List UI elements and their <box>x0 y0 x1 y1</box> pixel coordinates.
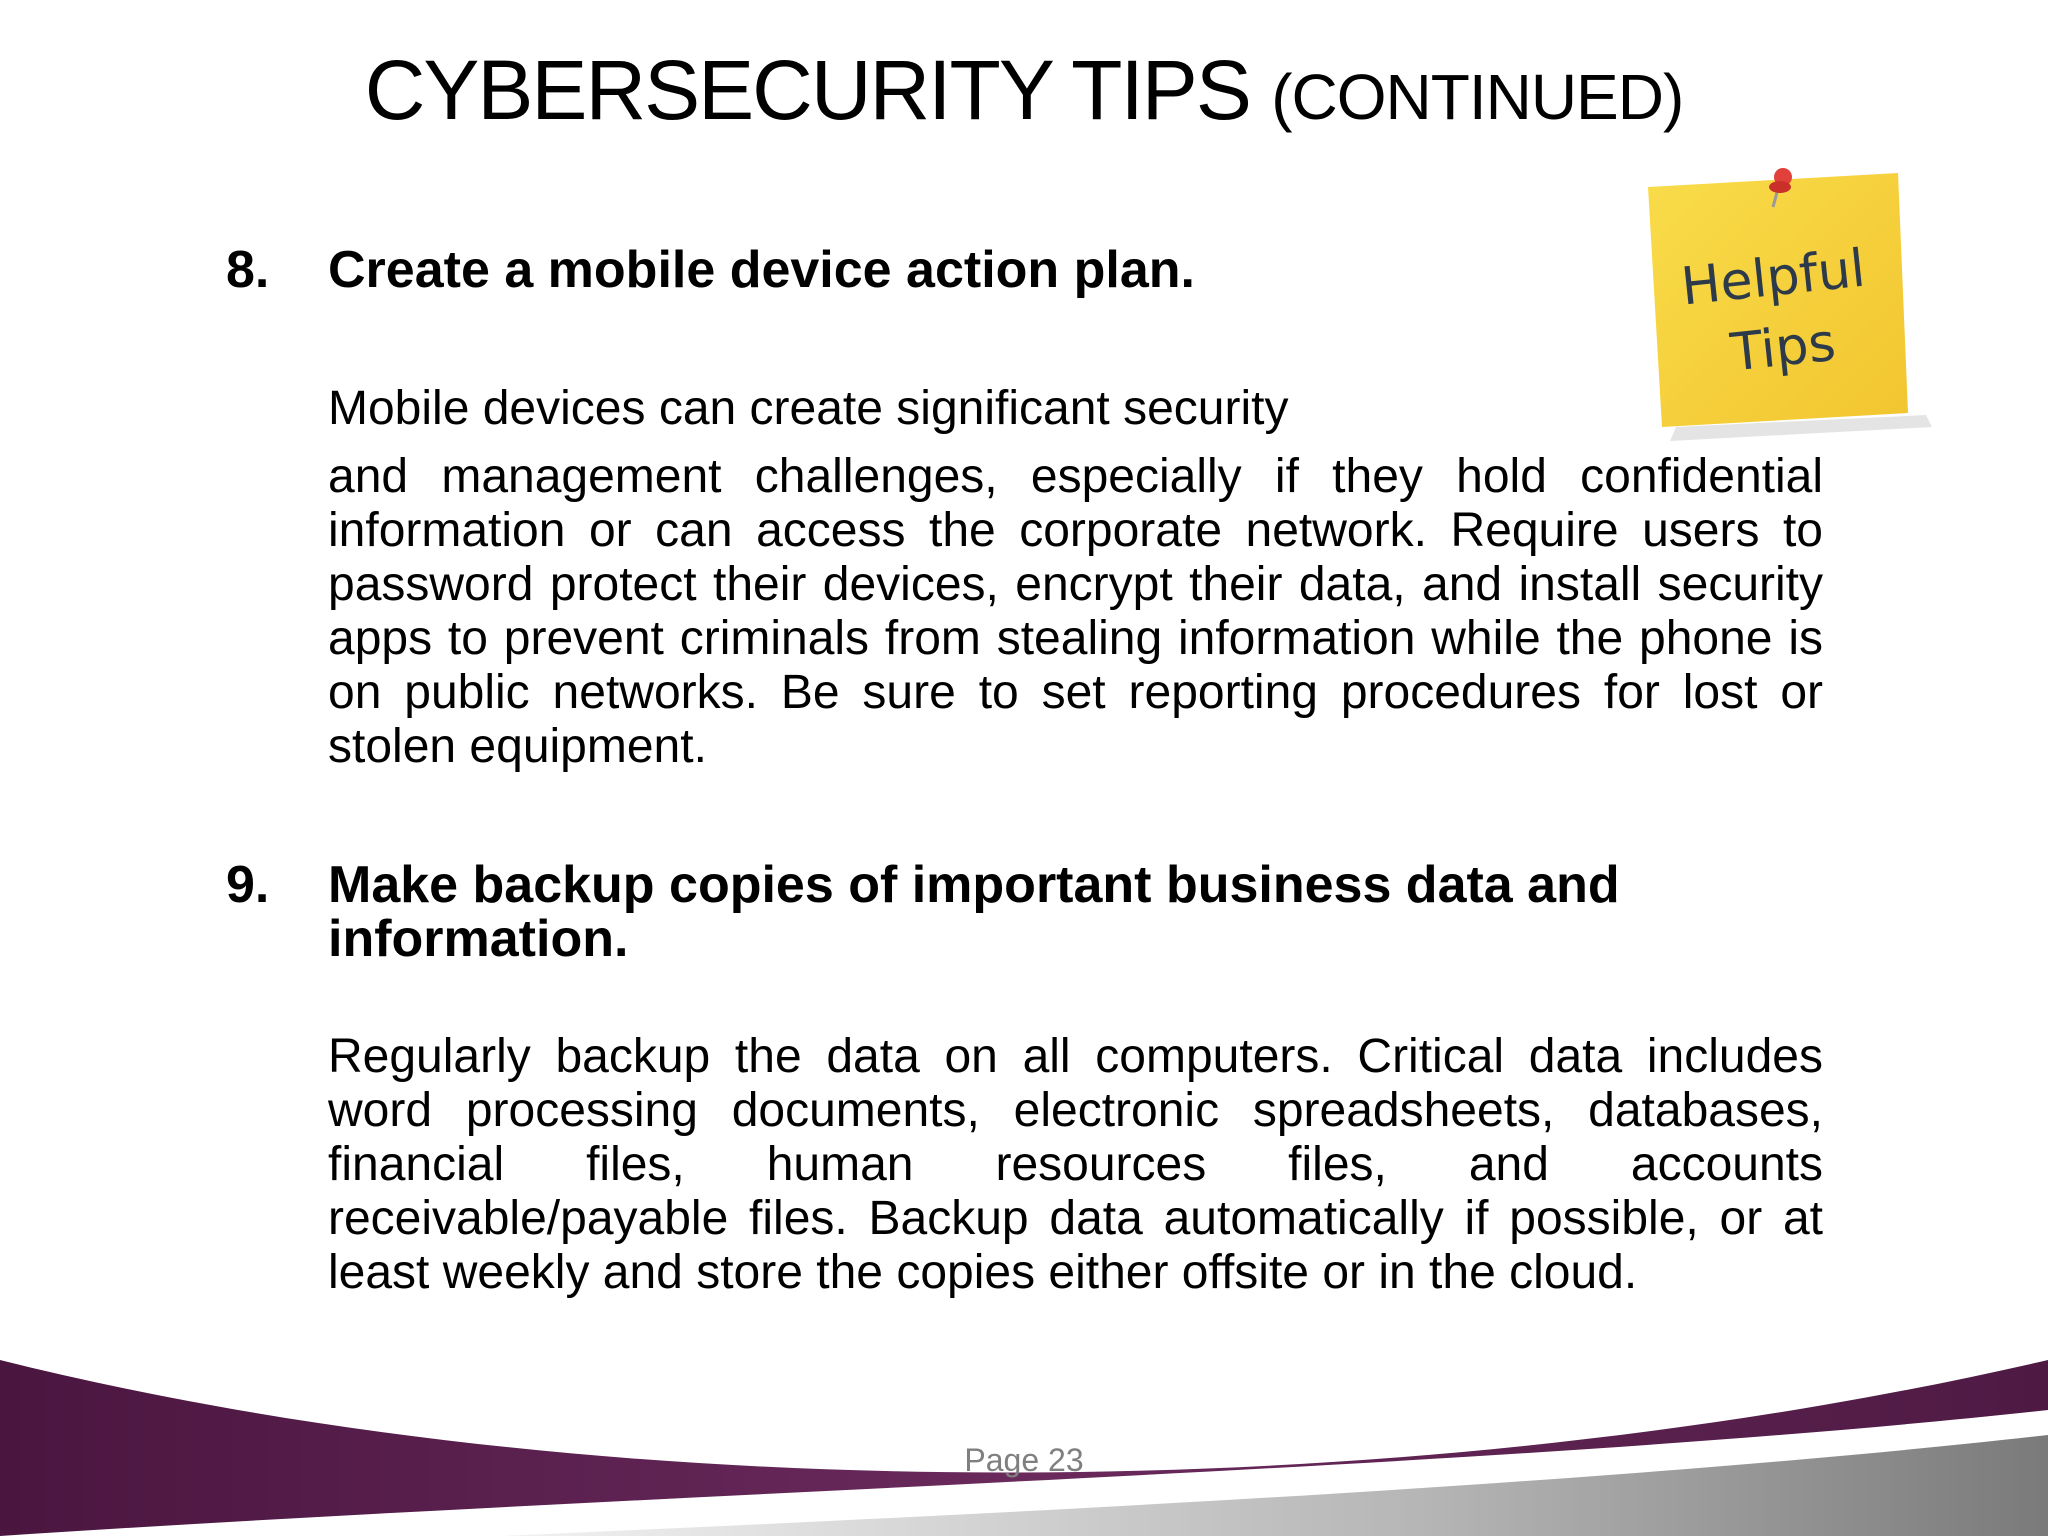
tip-8-body-first-line: Mobile devices can create significant security <box>328 382 1289 435</box>
tip-8-body: and management challenges, especially if they hold confidential information or can access the corporate network. Require users to password protect their devices, encrypt their data, and install security apps to prevent criminals from stealing information while the phone is on public networks. Be sure to set reporting procedures for lost or stolen equipment. <box>328 450 1823 773</box>
tip-9-number: 9. <box>226 856 270 914</box>
sticky-note-line1: Helpful <box>1678 238 1868 318</box>
tip-9-body: Regularly backup the data on all computers. Critical data includes word processing documents, electronic spreadsheets, databases, financial files, human resources files, and accounts receivable/payable files. Backup data automatically if possible, or at least weekly and store the copies either offsite or in the cloud. <box>328 1030 1823 1299</box>
tip-9-heading: Make backup copies of important business data and information. <box>328 856 1620 969</box>
slide-title <box>0 44 2048 136</box>
sticky-note-line2: Tips <box>1728 312 1839 384</box>
page-number: Page 23 <box>964 1442 1084 1478</box>
footer-wave-decoration <box>0 1340 2048 1536</box>
slide-title-suffix: (CONTINUED) <box>1271 61 1684 133</box>
slide-title-main: CYBERSECURITY TIPS <box>364 43 1250 137</box>
tip-8-number: 8. <box>226 241 270 299</box>
tip-8-heading: Create a mobile device action plan. <box>328 241 1195 299</box>
sticky-note-pushpin-icon <box>1640 165 1940 445</box>
